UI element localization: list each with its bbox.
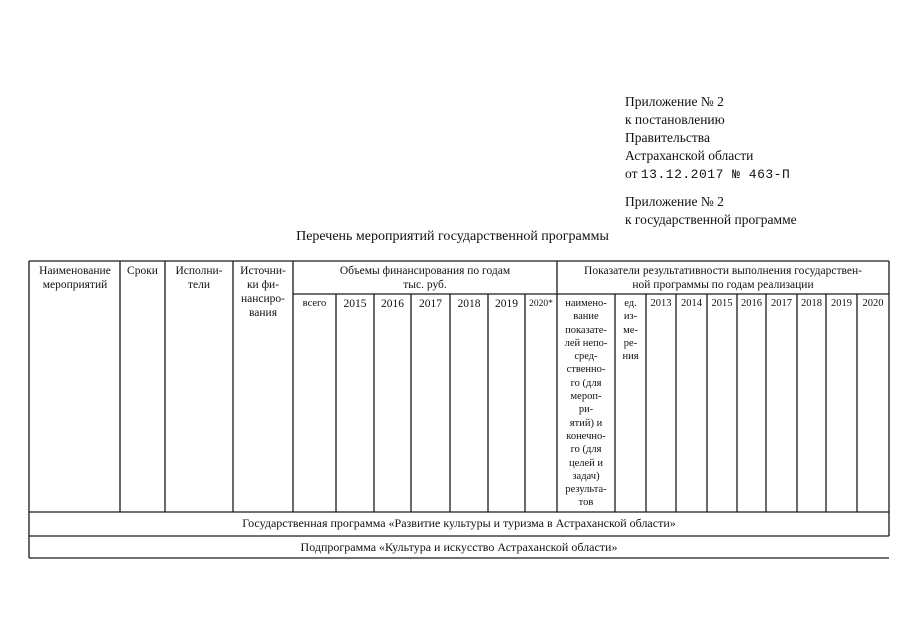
header-line-government: Правительства [625, 130, 710, 145]
ind-col-2016: 2016 [741, 298, 762, 309]
ind-col-2013: 2013 [650, 298, 672, 309]
header-line-appendix-2: Приложение № 2 [625, 194, 724, 209]
fin-col-2016: 2016 [381, 298, 404, 310]
col-header-name: Наименование мероприятий [39, 265, 111, 291]
fin-col-2019: 2019 [495, 298, 518, 310]
col-header-executors: Исполни- тели [175, 265, 223, 291]
header-line-to-program: к государственной программе [625, 212, 797, 227]
group-header-indicators: Показатели результативности выполнения государствен- ной программы по годам реализации [584, 265, 862, 291]
header-line-appendix: Приложение № 2 [625, 94, 724, 109]
fin-col-total: всего [302, 298, 327, 309]
col-header-terms: Сроки [127, 265, 158, 277]
col-header-sources: Источни- ки фи- нансиро- вания [240, 265, 286, 319]
document-title: Перечень мероприятий государственной программы [296, 229, 609, 244]
subprogram-row: Подпрограмма «Культура и искусство Астраханской области» [300, 540, 618, 554]
header-line-region: Астраханской области [625, 148, 754, 163]
program-row: Государственная программа «Развитие культуры и туризма в Астраханской области» [242, 516, 676, 530]
ind-col-2020: 2020 [862, 298, 884, 309]
ind-col-2017: 2017 [771, 298, 792, 309]
ind-col-2014: 2014 [681, 298, 702, 309]
ind-col-name: наимено- вание показате- лей непо- сред- ственно- го (для мероп- ри- ятий) и конечно- го (для целей и задач) результа- тов [564, 298, 608, 509]
group-header-financing: Объемы финансирования по годам тыс. руб. [339, 265, 511, 291]
ind-col-2018: 2018 [801, 298, 822, 309]
header-date-number: 13.12.2017 № 463-П [640, 167, 791, 182]
header-date-prefix: от [625, 166, 638, 181]
fin-col-2020: 2020* [529, 299, 553, 309]
fin-col-2018: 2018 [457, 298, 481, 310]
ind-col-unit: ед. из- ме- ре- ния [622, 298, 639, 363]
fin-col-2015: 2015 [343, 298, 367, 310]
ind-col-2019: 2019 [831, 298, 852, 309]
fin-col-2017: 2017 [419, 298, 442, 310]
ind-col-2015: 2015 [711, 298, 733, 309]
header-line-to-resolution: к постановлению [625, 112, 725, 127]
